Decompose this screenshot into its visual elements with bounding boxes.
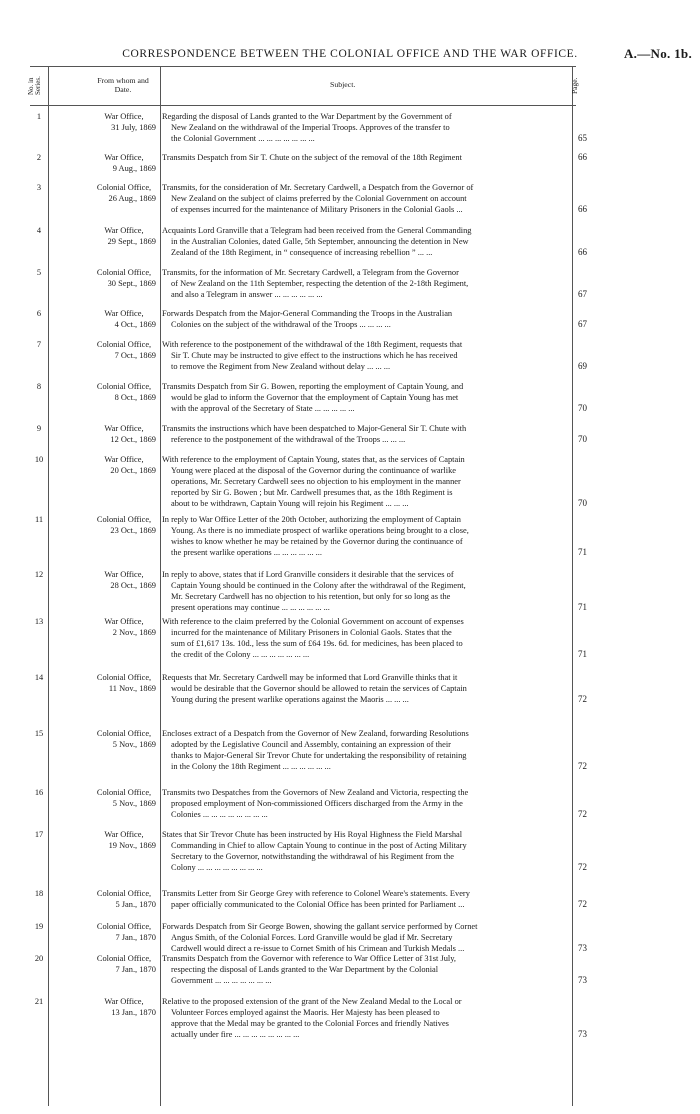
table-header (27, 67, 579, 106)
page-number: 66 (578, 204, 587, 215)
subject (164, 152, 568, 163)
correspondence-table (27, 66, 587, 1040)
subject-line: would be desirable that the Governor should be allowed to retain the services of Captain (171, 684, 467, 694)
subject (164, 728, 568, 772)
subject-line: Young during the present warlike operations against the Maoris ... ... ... (171, 695, 409, 705)
page-number: 72 (578, 862, 587, 873)
sender: War Office, (104, 424, 144, 433)
date: 5 Jan., 1870 (115, 900, 156, 910)
subject (164, 616, 568, 660)
subject-line: With reference to the employment of Captain Young, states that, as the services of Captain (162, 455, 465, 464)
subject (164, 454, 568, 509)
subject-line: reported by Sir G. Bowen ; but Mr. Cardwell presumes that, as the 18th Regiment is (171, 488, 453, 498)
subject-line: respecting the disposal of Lands granted to the War Department by the Colonial (171, 965, 439, 975)
subject (164, 829, 568, 873)
subject-line: Transmits Despatch from Sir G. Bowen, reporting the employment of Captain Young, and (162, 382, 464, 391)
page-number: 69 (578, 361, 587, 372)
column-header-number: No. in Series. (27, 76, 42, 96)
series-number: 2 (36, 153, 42, 162)
series-number: 15 (34, 729, 44, 738)
subject-line: in the Australian Colonies, dated Galle, 5th September, announcing the detention in New (171, 237, 469, 247)
sender-and-date (86, 616, 162, 638)
subject-line: In reply to above, states that if Lord Granville considers it desirable that the services of (162, 570, 454, 579)
series-number: 19 (34, 922, 44, 931)
sender-and-date (86, 339, 162, 361)
subject-line: States that Sir Trevor Chute has been instructed by His Royal Highness the Field Marshal (162, 830, 463, 839)
date: 30 Sept., 1869 (107, 279, 156, 289)
sender-and-date (86, 672, 162, 694)
date: 5 Nov., 1869 (112, 740, 156, 750)
subject-line: Sir T. Chute may be instructed to give effect to the instructions which he has received (171, 351, 458, 361)
subject-line: reference to the postponement of the withdrawal of the Troops ... ... ... (171, 435, 406, 445)
sender: War Office, (104, 830, 144, 839)
subject-line: Zealand of the 18th Regiment, in “ consequence of increasing rebellion ” ... ... (171, 248, 433, 258)
subject-line: New Zealand on the subject of claims preferred by the Colonial Government on account (171, 194, 467, 204)
page-number: 73 (578, 1029, 587, 1040)
date: 31 July, 1869 (111, 123, 156, 133)
sender-and-date (86, 921, 162, 943)
page-title: CORRESPONDENCE BETWEEN THE COLONIAL OFFICE AND THE WAR OFFICE. (122, 48, 578, 60)
subject (164, 381, 568, 414)
series-number: 21 (34, 997, 44, 1006)
subject-line: sum of £1,617 13s. 10d., less the sum of £64 19s. 6d. for medicines, has been placed to (171, 639, 463, 649)
subject (164, 267, 568, 300)
sender-and-date (86, 267, 162, 289)
subject (164, 514, 568, 558)
sender-and-date (86, 996, 162, 1018)
sender: Colonial Office, (96, 183, 152, 192)
subject-line: Transmits Letter from Sir George Grey with reference to Colonel Weare's statements. Every (162, 889, 470, 898)
page-number: 65 (578, 133, 587, 144)
page-number: 67 (578, 319, 587, 330)
subject-line: would be glad to inform the Governor that the employment of Captain Young has met (171, 393, 459, 403)
subject (164, 308, 568, 330)
page-number: 70 (578, 403, 587, 414)
subject (164, 996, 568, 1040)
date: 23 Oct., 1869 (110, 526, 156, 536)
subject-line: Transmits, for the information of Mr. Secretary Cardwell, a Telegram from the Governor (162, 268, 459, 277)
sender-and-date (86, 888, 162, 910)
date: 2 Nov., 1869 (112, 628, 156, 638)
sender: Colonial Office, (96, 922, 152, 931)
subject-line: Transmits Despatch from the Governor with reference to War Office Letter of 31st July, (162, 954, 456, 963)
sender-and-date (86, 953, 162, 975)
date: 20 Oct., 1869 (110, 466, 156, 476)
series-number: 10 (34, 455, 44, 464)
sender: War Office, (104, 309, 144, 318)
subject-line: Encloses extract of a Despatch from the Governor of New Zealand, forwarding Resolutions (162, 729, 469, 738)
sender: War Office, (104, 617, 144, 626)
subject (164, 111, 568, 144)
subject-line: Young were placed at the disposal of the Governor during the continuance of warlike (171, 466, 456, 476)
series-number: 16 (34, 788, 44, 797)
sender: War Office, (104, 455, 144, 464)
sender: Colonial Office, (96, 673, 152, 682)
series-number: 4 (36, 226, 42, 235)
date: 9 Aug., 1869 (112, 164, 156, 174)
page-number: 72 (578, 761, 587, 772)
date: 12 Oct., 1869 (110, 435, 156, 445)
sender: Colonial Office, (96, 788, 152, 797)
page-number: 73 (578, 975, 587, 986)
sender-and-date (86, 787, 162, 809)
date: 7 Oct., 1869 (114, 351, 156, 361)
date: 5 Nov., 1869 (112, 799, 156, 809)
date: 11 Nov., 1869 (108, 684, 156, 694)
subject (164, 921, 568, 954)
sender-and-date (86, 308, 162, 330)
subject-line: Colonies ... ... ... ... ... ... ... ... (171, 810, 268, 820)
column-header-from: From whom and Date. (97, 76, 149, 94)
column-header-subject: Subject. (330, 80, 356, 89)
sender: Colonial Office, (96, 729, 152, 738)
subject-line: to remove the Regiment from New Zealand without delay ... ... ... (171, 362, 391, 372)
subject (164, 339, 568, 372)
sender-and-date (86, 381, 162, 403)
subject-line: Colony ... ... ... ... ... ... ... ... (171, 863, 263, 873)
series-number: 8 (36, 382, 42, 391)
subject-line: Transmits, for the consideration of Mr. Secretary Cardwell, a Despatch from the Governor of (162, 183, 474, 192)
subject-line: Relative to the proposed extension of the grant of the New Zealand Medal to the Local or (162, 997, 462, 1006)
column-divider (48, 66, 49, 1106)
date: 8 Oct., 1869 (114, 393, 156, 403)
sender-and-date (86, 182, 162, 204)
subject-line: adopted by the Legislative Council and Assembly, containing an expression of their (171, 740, 451, 750)
subject (164, 225, 568, 258)
series-number: 9 (36, 424, 42, 433)
page-number: 71 (578, 547, 587, 558)
subject-line: Acquaints Lord Granville that a Telegram had been received from the General Commanding (162, 226, 472, 235)
sender-and-date (86, 225, 162, 247)
sender: Colonial Office, (96, 340, 152, 349)
page-number: 72 (578, 809, 587, 820)
subject-line: Mr. Secretary Cardwell has no objection to his retention, but only for so long as the (171, 592, 451, 602)
date: 7 Jan., 1870 (115, 965, 156, 975)
subject-line: the present warlike operations ... ... ... ... ... ... (171, 548, 322, 558)
document-reference: A.—No. 1b. (623, 46, 692, 61)
subject-line: Young. As there is no immediate prospect of warlike operations being brought to a close, (171, 526, 469, 536)
sender: Colonial Office, (96, 889, 152, 898)
subject-line: about to be withdrawn, Captain Young will rejoin his Regiment ... ... ... (171, 499, 409, 509)
page-number: 70 (578, 434, 587, 445)
page-number: 72 (578, 694, 587, 705)
sender-and-date (86, 454, 162, 476)
sender: Colonial Office, (96, 515, 152, 524)
subject-line: proposed employment of Non-commissioned Officers discharged from the Army in the (171, 799, 463, 809)
subject-line: Cardwell would direct a re-issue to Cornet Smith of his Crimean and Turkish Medals ... (171, 944, 465, 954)
page-number: 73 (578, 943, 587, 954)
subject (164, 953, 568, 986)
subject-line: New Zealand on the withdrawal of the Imperial Troops. Approves of the transfer to (171, 123, 450, 133)
subject (164, 423, 568, 445)
date: 13 Jan., 1870 (111, 1008, 156, 1018)
page-number: 72 (578, 899, 587, 910)
page-number: 67 (578, 289, 587, 300)
subject-line: With reference to the postponement of the withdrawal of the 18th Regiment, requests that (162, 340, 463, 349)
sender-and-date (86, 829, 162, 851)
subject-line: actually under fire ... ... ... ... ... ... ... ... (171, 1030, 300, 1040)
series-number: 14 (34, 673, 44, 682)
subject-line: approve that the Medal may be granted to the Colonial Forces and friendly Natives (171, 1019, 449, 1029)
sender: War Office, (104, 570, 144, 579)
date: 26 Aug., 1869 (108, 194, 156, 204)
date: 4 Oct., 1869 (114, 320, 156, 330)
sender-and-date (86, 728, 162, 750)
column-divider (572, 66, 573, 1106)
page-number: 66 (578, 152, 587, 162)
subject-line: of expenses incurred for the maintenance of Military Prisoners in the Colonial Gaols ... (171, 205, 463, 215)
page-number: 66 (578, 247, 587, 258)
date: 29 Sept., 1869 (107, 237, 156, 247)
subject (164, 672, 568, 705)
subject (164, 888, 568, 910)
page-number: 70 (578, 498, 587, 509)
series-number: 12 (34, 570, 44, 579)
series-number: 18 (34, 889, 44, 898)
subject-line: Colonies on the subject of the withdrawal of the Troops ... ... ... ... (171, 320, 391, 330)
subject-line: operations, Mr. Secretary Cardwell sees no objection to his employment in the manner (171, 477, 461, 487)
column-header-page: Page. (570, 77, 579, 95)
subject-line: thanks to Major-General Sir Trevor Chute for undertaking the responsibility of retaining (171, 751, 467, 761)
subject-line: present operations may continue ... ... ... ... ... ... (171, 603, 330, 613)
sender-and-date (86, 152, 162, 174)
subject-line: In reply to War Office Letter of the 20th October, authorizing the employment of Captain (162, 515, 461, 524)
subject-line: Regarding the disposal of Lands granted to the War Department by the Government of (162, 112, 452, 121)
subject-line: Transmits Despatch from Sir T. Chute on the subject of the removal of the 18th Regiment (162, 153, 462, 162)
page-number: 71 (578, 649, 587, 660)
subject (164, 787, 568, 820)
subject-line: the Colonial Government ... ... ... ... ... ... ... (171, 134, 315, 144)
date: 19 Nov., 1869 (108, 841, 156, 851)
subject-line: with the approval of the Secretary of State ... ... ... ... ... (171, 404, 355, 414)
series-number: 5 (36, 268, 42, 277)
subject-line: Forwards Despatch from the Major-General Commanding the Troops in the Australian (162, 309, 453, 318)
subject-line: Government ... ... ... ... ... ... ... (171, 976, 272, 986)
subject (164, 569, 568, 613)
subject-line: incurred for the maintenance of Military Prisoners in Colonial Gaols. States that the (171, 628, 452, 638)
series-number: 1 (36, 112, 42, 121)
sender: Colonial Office, (96, 954, 152, 963)
subject-line: wishes to know whether he may be retained by the Governor during the continuance of (171, 537, 463, 547)
subject-line: Transmits two Despatches from the Governors of New Zealand and Victoria, respecting the (162, 788, 469, 797)
subject-line: Transmits the instructions which have been despatched to Major-General Sir T. Chute with (162, 424, 467, 433)
sender: Colonial Office, (96, 382, 152, 391)
series-number: 17 (34, 830, 44, 839)
subject-line: With reference to the claim preferred by the Colonial Government on account of expenses (162, 617, 464, 626)
sender-and-date (86, 423, 162, 445)
sender-and-date (86, 569, 162, 591)
subject-line: Commanding in Chief to allow Captain Young to continue in the post of Acting Military (171, 841, 467, 851)
series-number: 11 (34, 515, 44, 524)
page-number: 71 (578, 602, 587, 613)
subject-line: in the Colony the 18th Regiment ... ... ... ... ... ... (171, 762, 331, 772)
sender: War Office, (104, 153, 144, 162)
series-number: 7 (36, 340, 42, 349)
subject-line: Captain Young should be continued in the Colony after the withdrawal of the Regiment, (171, 581, 466, 591)
subject-line: Volunteer Forces employed against the Maoris. Her Majesty has been pleased to (171, 1008, 440, 1018)
sender: War Office, (104, 226, 144, 235)
subject-line: of New Zealand on the 11th September, respecting the detention of the 2-18th Regiment, (171, 279, 469, 289)
subject-line: paper officially communicated to the Colonial Office has been printed for Parliament ... (171, 900, 465, 910)
sender-and-date (86, 514, 162, 536)
date: 28 Oct., 1869 (110, 581, 156, 591)
sender: War Office, (104, 997, 144, 1006)
subject-line: Forwards Despatch from Sir George Bowen, showing the gallant service performed by Cornet (162, 922, 478, 931)
subject-line: Requests that Mr. Secretary Cardwell may be informed that Lord Granville thinks that it (162, 673, 458, 682)
subject (164, 182, 568, 215)
series-number: 3 (36, 183, 42, 192)
sender: War Office, (104, 112, 144, 121)
subject-line: Angus Smith, of the Colonial Forces. Lord Granville would be glad if Mr. Secretary (171, 933, 453, 943)
subject-line: and also a Telegram in answer ... ... ... ... ... ... (171, 290, 323, 300)
sender-and-date (86, 111, 162, 133)
subject-line: Secretary to the Governor, notwithstanding the withdrawal of his Regiment from the (171, 852, 454, 862)
date: 7 Jan., 1870 (115, 933, 156, 943)
sender: Colonial Office, (96, 268, 152, 277)
series-number: 20 (34, 954, 44, 963)
series-number: 13 (34, 617, 44, 626)
series-number: 6 (36, 309, 42, 318)
subject-line: the credit of the Colony ... ... ... ... ... ... ... (171, 650, 310, 660)
